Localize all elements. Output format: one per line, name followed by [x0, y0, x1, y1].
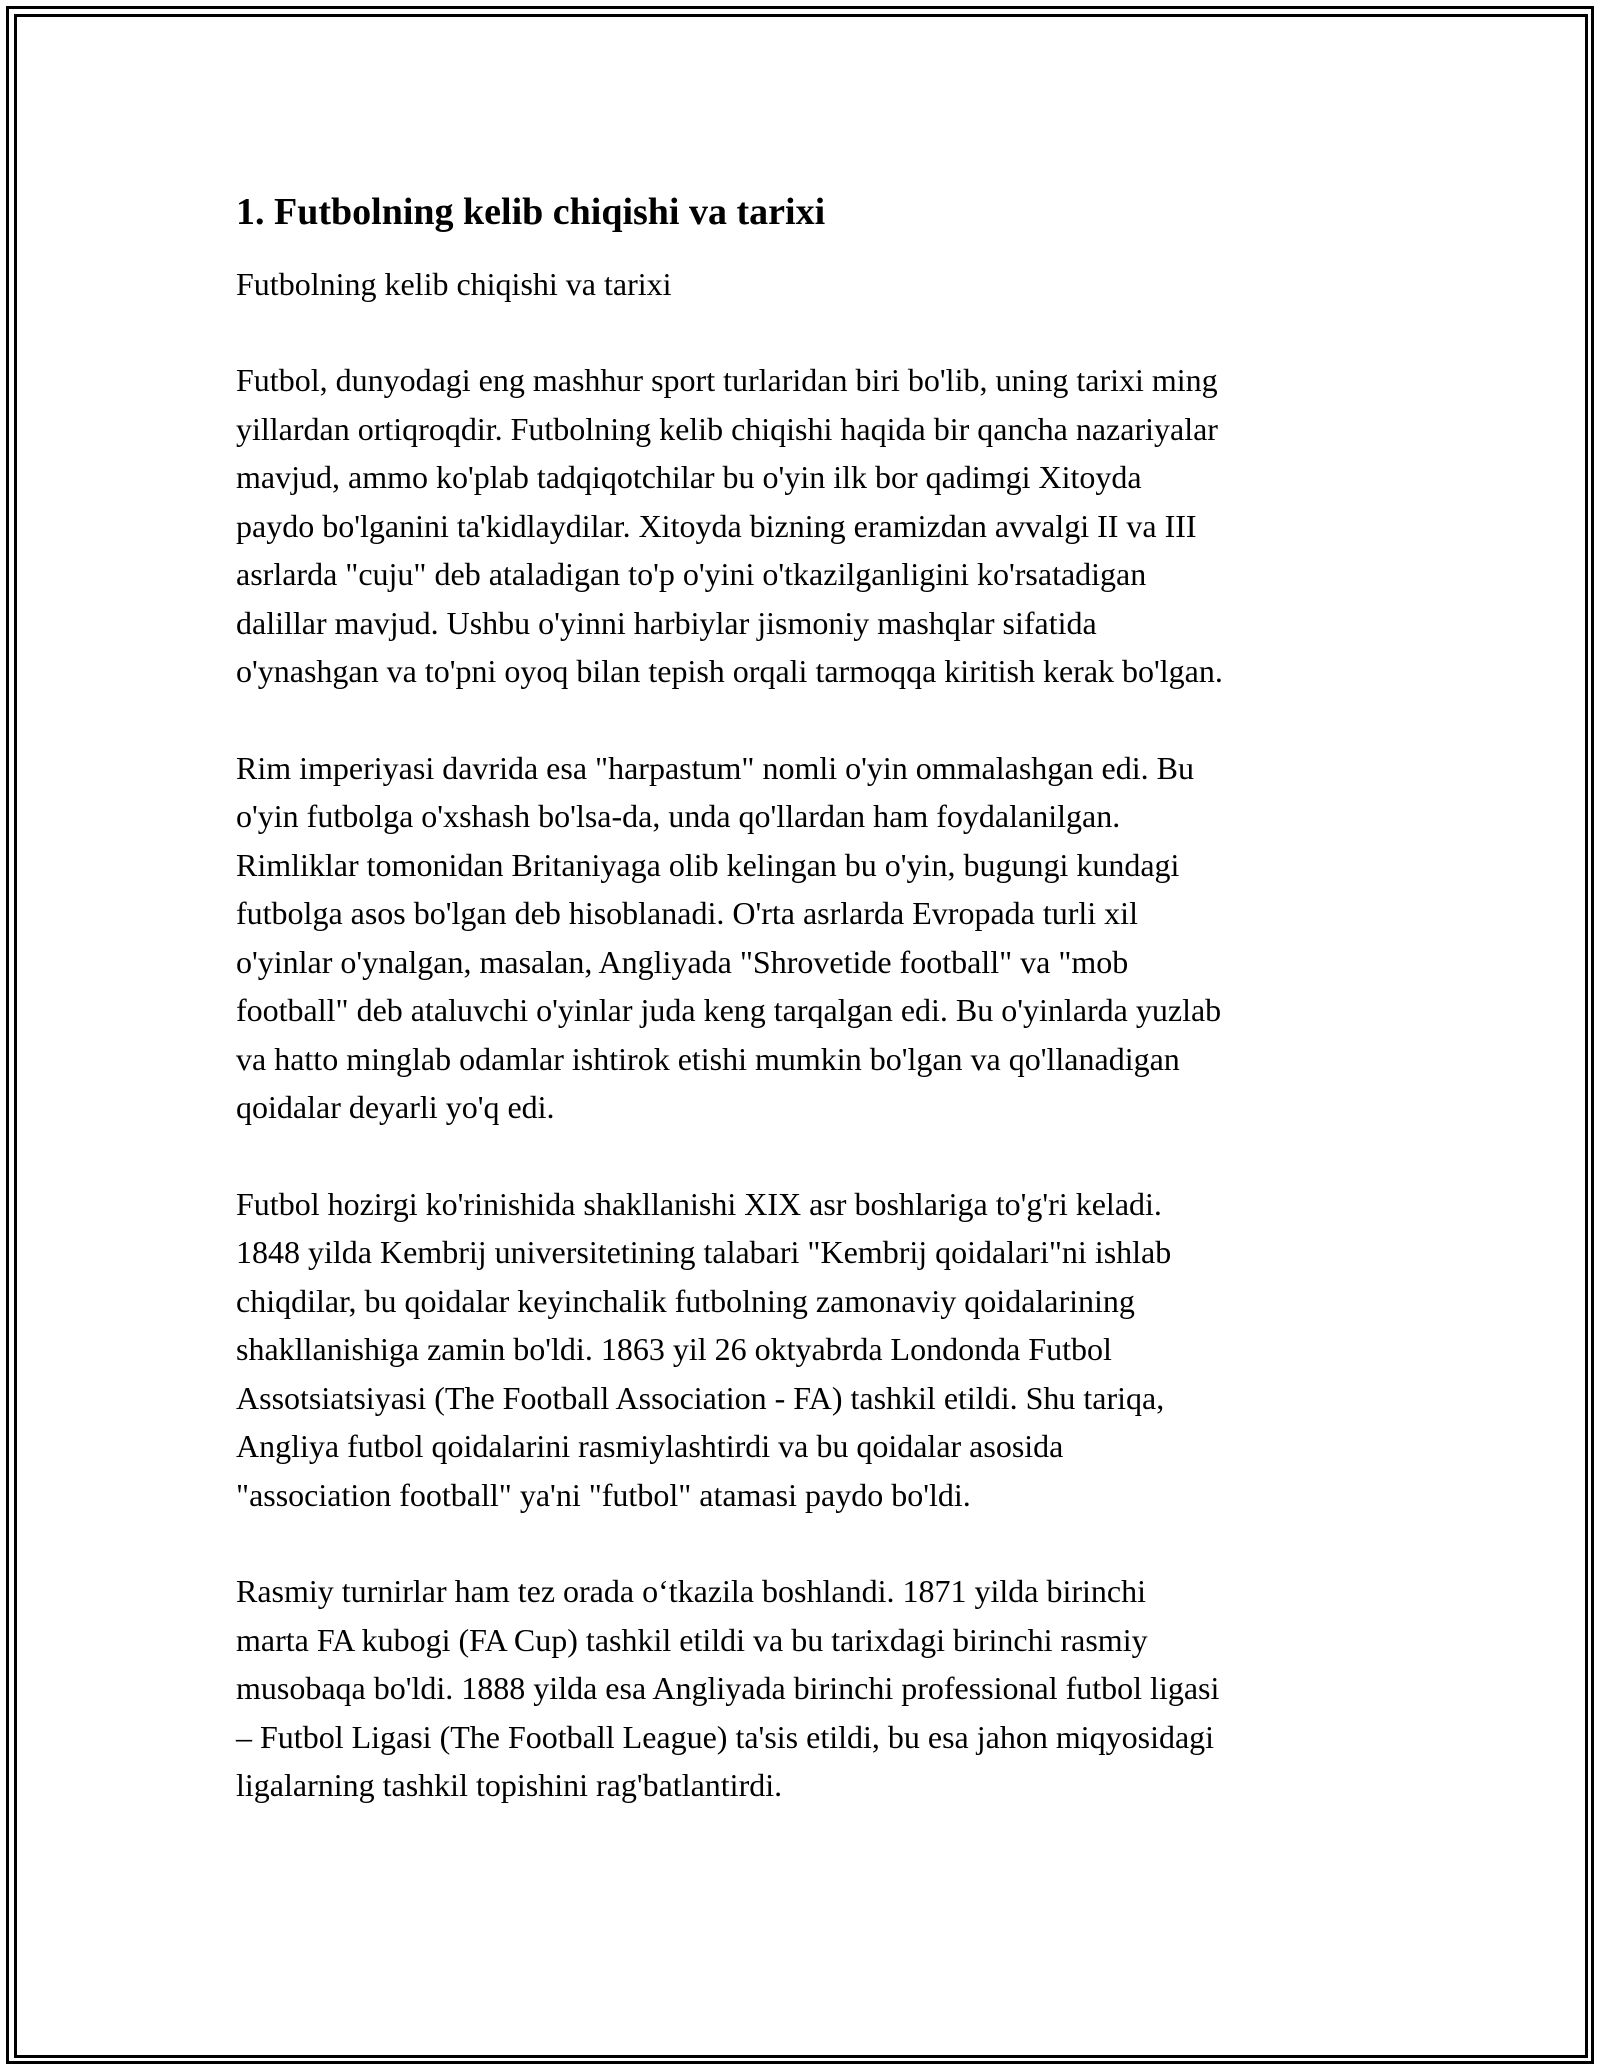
text-line: Rimliklar tomonidan Britaniyaga olib kelingan bu o'yin, bugungi kundagi	[236, 846, 1180, 883]
text-line: shakllanishiga zamin bo'ldi. 1863 yil 26 oktyabrda Londonda Futbol	[236, 1331, 1112, 1367]
text-line: yillardan ortiqroqdir. Futbolning kelib chiqishi haqida bir qancha nazariyalar	[236, 410, 1218, 447]
text-line: va hatto minglab odamlar ishtirok etishi mumkin bo'lgan va qo'llanadigan	[236, 1040, 1180, 1077]
text-line: marta FA kubogi (FA Cup) tashkil etildi va bu tarixdagi birinchi rasmiy	[236, 1621, 1148, 1658]
text-line: futbolga asos bo'lgan deb hisoblanadi. O'rta asrlarda Evropada turli xil	[236, 895, 1138, 931]
text-line: 1848 yilda Kembrij universitetining talabari "Kembrij qoidalari"ni ishlab	[236, 1234, 1172, 1270]
text-line: football" deb ataluvchi o'yinlar juda keng tarqalgan edi. Bu o'yinlarda yuzlab	[236, 992, 1222, 1028]
paragraph-origins	[236, 356, 1396, 696]
text-line: o'yinlar o'ynalgan, masalan, Angliyada "Shrovetide football" va "mob	[236, 943, 1129, 980]
text-line: Futbol, dunyodagi eng mashhur sport turlaridan biri bo'lib, uning tarixi ming	[236, 362, 1218, 398]
text-line: Assotsiatsiyasi (The Football Association - FA) tashkil etildi. Shu tariqa,	[236, 1379, 1165, 1416]
text-line: Rim imperiyasi davrida esa "harpastum" nomli o'yin ommalashgan edi. Bu	[236, 749, 1194, 786]
text-line: ligalarning tashkil topishini rag'batlantirdi.	[236, 1767, 783, 1803]
text-line: Angliya futbol qoidalarini rasmiylashtirdi va bu qoidalar asosida	[236, 1428, 1064, 1464]
section-heading: 1. Futbolning kelib chiqishi va tarixi	[236, 191, 826, 233]
text-line: "association football" ya'ni "futbol" atamasi paydo bo'ldi.	[236, 1476, 971, 1513]
text-line: asrlarda "cuju" deb ataladigan to'p o'yini o'tkazilganligini ko'rsatadigan	[236, 556, 1147, 592]
text-line: o'yin futbolga o'xshash bo'lsa-da, unda qo'llardan ham foydalanilgan.	[236, 798, 1121, 834]
paragraph-tournaments	[236, 1567, 1396, 1810]
paragraph-modern-rules	[236, 1180, 1396, 1520]
text-line: qoidalar deyarli yo'q edi.	[236, 1089, 555, 1125]
text-line: Futbol hozirgi ko'rinishida shakllanishi XIX asr boshlariga to'g'ri keladi.	[236, 1185, 1162, 1222]
text-line: chiqdilar, bu qoidalar keyinchalik futbolning zamonaviy qoidalarining	[236, 1282, 1135, 1319]
text-line: Rasmiy turnirlar ham tez orada o‘tkazila boshlandi. 1871 yilda birinchi	[236, 1573, 1146, 1609]
text-line: o'ynashgan va to'pni oyoq bilan tepish orqali tarmoqqa kiritish kerak bo'lgan.	[236, 653, 1223, 689]
text-line: musobaqa bo'ldi. 1888 yilda esa Angliyada birinchi professional futbol ligasi	[236, 1670, 1220, 1706]
text-line: paydo bo'lganini ta'kidlaydilar. Xitoyda bizning eramizdan avvalgi II va III	[236, 507, 1197, 544]
paragraph-roman-medieval	[236, 744, 1396, 1132]
text-line: dalillar mavjud. Ushbu o'yinni harbiylar jismoniy mashqlar sifatida	[236, 604, 1097, 641]
document-content	[236, 186, 1396, 1810]
text-line: – Futbol Ligasi (The Football League) ta'sis etildi, bu esa jahon miqyosidagi	[236, 1718, 1215, 1755]
section-subtitle: Futbolning kelib chiqishi va tarixi	[236, 266, 672, 302]
text-line: mavjud, ammo ko'plab tadqiqotchilar bu o'yin ilk bor qadimgi Xitoyda	[236, 459, 1142, 495]
